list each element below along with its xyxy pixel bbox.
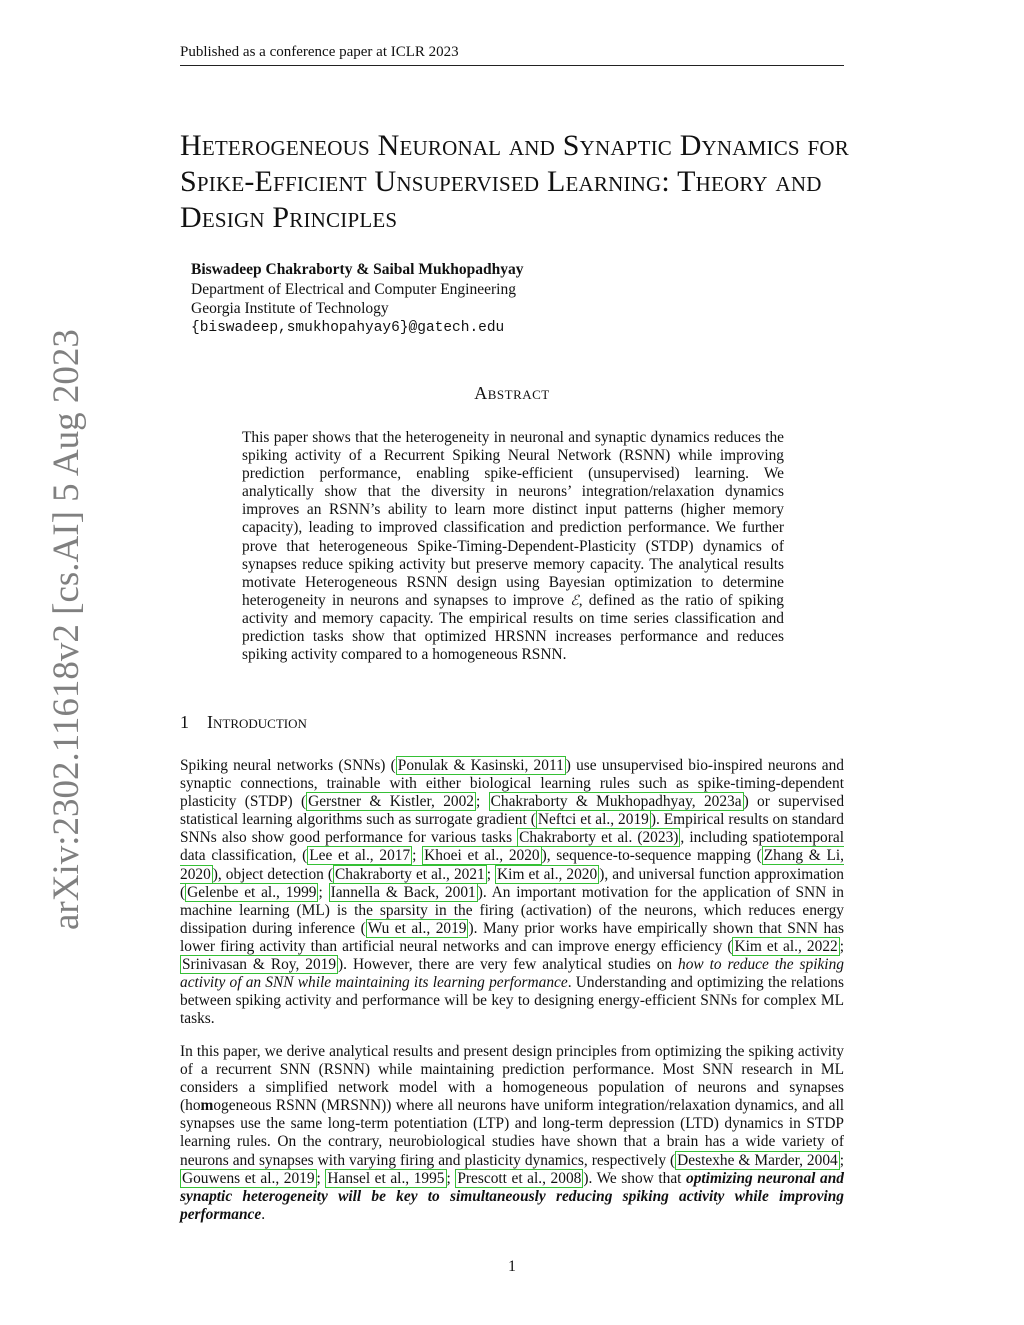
citation-link[interactable]: Gerstner & Kistler, 2002 [308,793,474,811]
text-span: ) use unsupervised bio-inspired neurons and synaptic connections, trainable with either biological learning rules such as spike-timing-dependent plasticity (STDP) ( [180,757,844,811]
text-span: ; [412,847,423,865]
abstract-part-1: This paper shows that the heterogeneity in neuronal and synaptic dynamics reduces the spiking activity of a Recurrent Spiking Neural Network (RSNN) while improving prediction performance, enabling spike-efficient (unsupervised) learning. We analytically show that the diversity in neurons’ integration/relaxation dynamics improves an RSNN’s ability to learn more distinct input patterns (higher memory capacity), leading to improved classification and prediction performance. We further prove that heterogeneous Spike-Timing-Dependent-Plasticity (STDP) dynamics of synapses reduce spiking activity but preserve memory capacity. The analytical results motivate Heterogeneous RSNN design using Bayesian optimization to determine heterogeneity in neurons and synapses to improve [242,429,784,609]
text-span: ; [446,1169,456,1187]
citation-link[interactable]: Neftci et al., 2019 [537,811,649,829]
bold-italic-claim: optimizing neuronal and synaptic heterogeneity will be key to simultaneously reducing spiking activity while improving performance [180,1169,844,1223]
text-span: Spiking neural networks (SNNs) ( [180,757,396,774]
citation-link[interactable]: Chakraborty & Mukhopadhyay, 2023a [490,793,742,811]
author-department: Department of Electrical and Computer Engineering [191,280,516,298]
text-span: ), object detection ( [212,865,333,883]
citation-link[interactable]: Chakraborty et al. (2023) [519,829,679,847]
text-span: ), sequence-to-sequence mapping ( [541,847,762,865]
citation-link[interactable]: Prescott et al., 2008 [457,1169,582,1187]
citation-link[interactable]: Zhang & Li, 2020 [180,847,844,883]
text-span: ). However, there are very few analytical studies on [338,956,679,974]
text-span: . Understanding and optimizing the relations between spiking activity and performance will be key to designing energy-efficient SNNs for complex ML tasks. [180,974,844,1028]
text-span: ). An important motivation for the application of SNN in machine learning (ML) is the sparsity in the firing (activation) of the neurons, which reduces energy dissipation during inference ( [180,883,844,937]
intro-paragraph-2 [180,1043,844,1224]
citation-link[interactable]: Khoei et al., 2020 [424,847,540,865]
text-span: ; [486,865,496,883]
text-span: In this paper, we derive analytical results and present design principles from optimizing the spiking activity of a recurrent SNN (RSNN) while maintaining prediction performance. Most SNN research in ML considers a simplified network model with a homogeneous population of neurons and synapses (ho [180,1043,844,1115]
citation-link[interactable]: Srinivasan & Roy, 2019 [182,956,337,974]
text-span: ). Many prior works have empirically shown that SNN has lower firing activity than artificial neural networks and can improve energy efficiency ( [180,919,844,955]
text-span: ; [839,937,844,955]
abstract-part-2: , defined as the ratio of spiking activity and memory capacity. The empirical results on time series classification and prediction tasks show that optimized HRSNN increases performance and reduces spiking activity compared to a homogeneous RSNN. [242,591,784,664]
section-heading [180,712,307,733]
section-number: 1 [180,712,189,732]
running-header: Published as a conference paper at ICLR 2023 [180,44,844,66]
efficiency-symbol: ℰ [570,592,579,609]
citation-link[interactable]: Wu et al., 2019 [367,919,467,937]
citation-link[interactable]: Kim et al., 2022 [734,937,838,955]
text-span: ). We show that [583,1169,687,1187]
abstract-text [242,429,784,664]
intro-paragraph-1 [180,757,844,1028]
bold-letter: m [200,1097,214,1115]
emphasized-text: how to reduce the spiking activity of an SNN while maintaining its learning performance [180,956,844,992]
citation-link[interactable]: Gouwens et al., 2019 [182,1169,315,1187]
author-institution: Georgia Institute of Technology [191,300,389,317]
text-span: ; [318,883,329,901]
text-span: . [261,1205,266,1223]
text-span: ). Empirical results on standard SNNs also show good performance for various tasks [180,811,844,847]
text-span: ; [316,1169,326,1187]
citation-link[interactable]: Hansel et al., 1995 [327,1169,445,1187]
author-names: Biswadeep Chakraborty & Saibal Mukhopadhyay [191,261,524,278]
page-number: 1 [508,1258,516,1275]
citation-link[interactable]: Chakraborty et al., 2021 [335,865,485,883]
text-span: ; [475,793,489,811]
text-span: , including spatiotemporal data classification, ( [180,829,844,865]
text-span: ; [839,1151,844,1169]
citation-link[interactable]: Destexhe & Marder, 2004 [677,1151,838,1169]
text-span: ), and universal function approximation ( [180,865,844,901]
citation-link[interactable]: Ponulak & Kasinski, 2011 [397,757,564,774]
abstract-heading: Abstract [474,383,550,403]
author-block [191,260,523,338]
author-email[interactable]: {biswadeep,smukhopahyay6}@gatech.edu [191,319,505,336]
section-title: Introduction [207,712,307,732]
text-span: ogeneous RSNN (MRSNN)) where all neurons have uniform integration/relaxation dynamics, and all synapses use the same long-term potentiation (LTP) and long-term depression (LTD) dynamics in STDP learning rules. On the contrary, neurobiological studies have shown that a brain has a wide variety of neurons and synapses with varying firing and plasticity dynamics, respectively ( [180,1097,844,1169]
citation-link[interactable]: Iannella & Back, 2001 [330,883,476,901]
text-span: ) or supervised statistical learning algorithms such as surrogate gradient ( [180,793,845,829]
citation-link[interactable]: Lee et al., 2017 [309,847,411,865]
citation-link[interactable]: Gelenbe et al., 1999 [187,883,317,901]
arxiv-identifier: arXiv:2302.11618v2 [cs.AI] 5 Aug 2023 [46,329,87,930]
citation-link[interactable]: Kim et al., 2020 [497,865,598,883]
paper-title: Heterogeneous Neuronal and Synaptic Dynamics for Spike-Efficient Unsupervised Learning: Theory and Design Principles [180,129,849,234]
